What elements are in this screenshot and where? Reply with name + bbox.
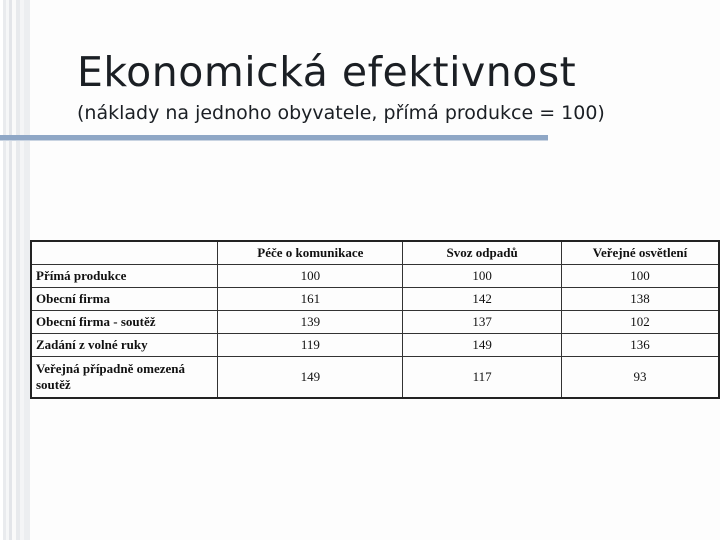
table-row — [31, 334, 719, 357]
row-label: Obecní firma — [31, 288, 218, 311]
table-row — [31, 311, 719, 334]
cell-value: 161 — [218, 288, 403, 311]
table-row — [31, 357, 719, 399]
row-label: Přímá produkce — [31, 265, 218, 288]
efficiency-table — [30, 240, 720, 399]
cell-value: 136 — [562, 334, 720, 357]
header-cell-empty — [31, 241, 218, 265]
header-cell-waste: Svoz odpadů — [403, 241, 562, 265]
row-label: Obecní firma - soutěž — [31, 311, 218, 334]
cell-value: 149 — [218, 357, 403, 399]
table-row — [31, 288, 719, 311]
row-label: Zadání z volné ruky — [31, 334, 218, 357]
cell-value: 137 — [403, 311, 562, 334]
cell-value: 100 — [403, 265, 562, 288]
table-row — [31, 265, 719, 288]
decorative-side-stripes — [0, 0, 30, 540]
slide-title: Ekonomická efektivnost — [77, 48, 577, 96]
row-label: Veřejná případně omezená soutěž — [31, 357, 218, 399]
cell-value: 100 — [562, 265, 720, 288]
cell-value: 117 — [403, 357, 562, 399]
cell-value: 119 — [218, 334, 403, 357]
header-cell-lighting: Veřejné osvětlení — [562, 241, 720, 265]
cell-value: 149 — [403, 334, 562, 357]
cell-value: 100 — [218, 265, 403, 288]
slide-subtitle: (náklady na jednoho obyvatele, přímá produkce = 100) — [77, 102, 605, 124]
cell-value: 142 — [403, 288, 562, 311]
cell-value: 138 — [562, 288, 720, 311]
table-header-row — [31, 241, 719, 265]
title-divider-shadow — [0, 140, 548, 141]
cell-value: 139 — [218, 311, 403, 334]
header-cell-roads: Péče o komunikace — [218, 241, 403, 265]
cell-value: 102 — [562, 311, 720, 334]
cell-value: 93 — [562, 357, 720, 399]
